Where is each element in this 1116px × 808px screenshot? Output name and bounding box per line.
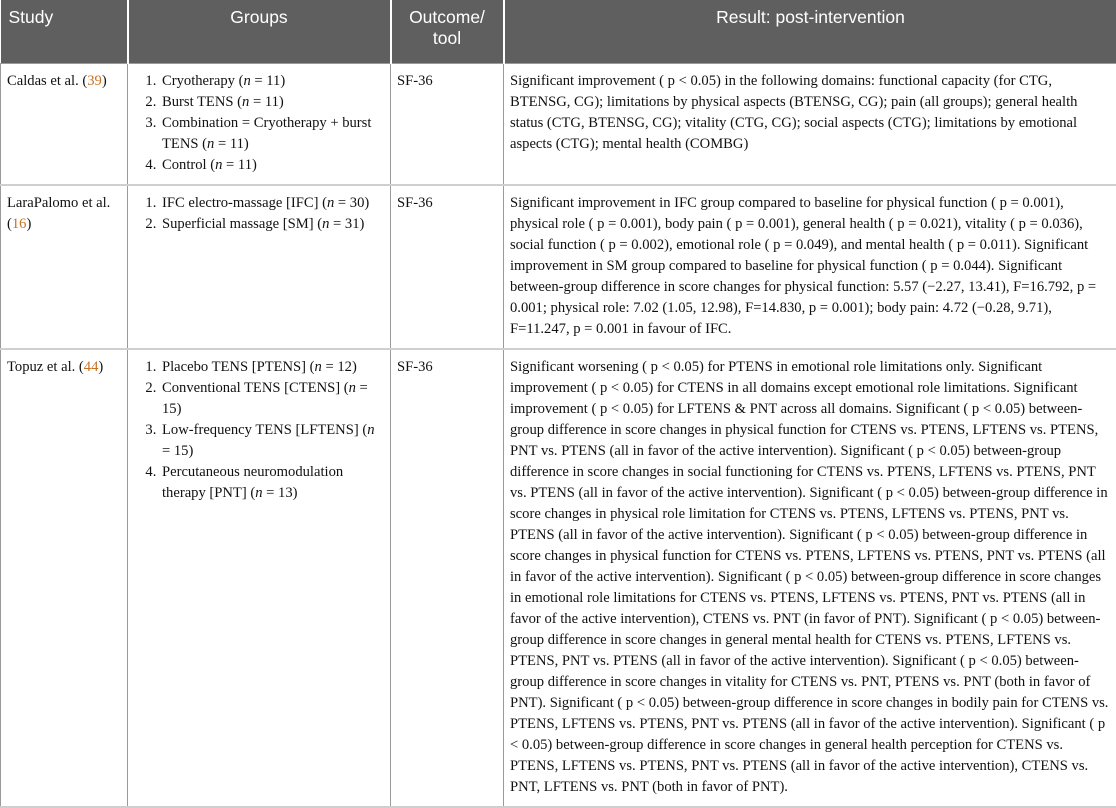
outcome-cell: SF-36 <box>391 185 504 349</box>
groups-list <box>134 357 384 504</box>
groups-cell <box>128 349 391 807</box>
group-item: 3. Low-frequency TENS [LFTENS] (n = 15) <box>160 420 384 462</box>
result-cell: Significant worsening ( p < 0.05) for PTENS in emotional role limitations only. Significant improvement ( p < 0.05) for CTENS in all domains except emotional role limitations. Significant improvement ( p < 0.05) for LFTENS & PNT across all domains. Significant ( p < 0.05) between-group difference in score changes in physical function for CTENS vs. PTENS, LFTENS vs. PTENS, PNT vs. PTENS (all in favor of the active intervention). Significant ( p < 0.05) between-group difference in score changes in social functioning for CTENS vs. PTENS, LFTENS vs. PTENS, PNT vs. PTENS (all in favor of the active intervention). Significant ( p < 0.05) between-group difference in score changes in physical role limitation for CTENS vs. PTENS, LFTENS vs. PTENS, PNT vs. PTENS (all in favor of the active intervention). Significant ( p < 0.05) between-group difference in score changes in physical function for CTENS vs. PTENS, LFTENS vs. PTENS, PNT vs. PTENS (all in favor of the active intervention). Significant ( p < 0.05) between-group difference in score changes in emotional role limitations for CTENS vs. PTENS, LFTENS vs. PTENS, PNT vs. PTENS (all in favor of the active intervention), CTENS vs. PNT (in favor of PNT). Significant ( p < 0.05) between-group difference in score changes in general mental health for CTENS vs. PTENS, LFTENS vs. PTENS, PNT vs. PTENS (all in favor of the active intervention). Significant ( p < 0.05) between-group difference in score changes in vitality for CTENS vs. PNT, PTENS vs. PNT (both in favor of PNT). Significant ( p < 0.05) between-group difference in score changes in bodily pain for CTENS vs. PTENS, LFTENS vs. PTENS, PNT vs. PTENS (all in favor of the active intervention). Significant ( p < 0.05) between-group difference in score changes in general health perception for CTENS vs. PTENS, LFTENS vs. PTENS, PNT vs. PTENS (all in favor of the active intervention), CTENS vs. PNT, LFTENS vs. PNT (both in favor of PNT). <box>504 349 1116 807</box>
outcome-cell: SF-36 <box>391 64 504 186</box>
reference-link[interactable]: 39 <box>87 73 102 89</box>
group-item: 4. Percutaneous neuromodulation therapy [PNT] (n = 13) <box>160 462 384 504</box>
header-row <box>1 0 1116 64</box>
table-row <box>1 349 1116 807</box>
groups-cell <box>128 64 391 186</box>
study-cell: Caldas et al. (39) <box>1 64 128 186</box>
group-item: 1. Cryotherapy (n = 11) <box>160 71 384 92</box>
group-item: 1. Placebo TENS [PTENS] (n = 12) <box>160 357 384 378</box>
header-result: Result: post-intervention <box>504 0 1116 64</box>
groups-list <box>134 193 384 235</box>
study-cell: Topuz et al. (44) <box>1 349 128 807</box>
group-item: 2. Burst TENS (n = 11) <box>160 92 384 113</box>
group-item: 1. IFC electro-massage [IFC] (n = 30) <box>160 193 384 214</box>
group-item: 3. Combination = Cryotherapy + burst TENS (n = 11) <box>160 113 384 155</box>
groups-list <box>134 71 384 176</box>
table-row <box>1 185 1116 349</box>
group-item: 2. Superficial massage [SM] (n = 31) <box>160 214 384 235</box>
header-groups: Groups <box>128 0 391 64</box>
group-item: 2. Conventional TENS [CTENS] (n = 15) <box>160 378 384 420</box>
group-item: 4. Control (n = 11) <box>160 155 384 176</box>
result-cell: Significant improvement ( p < 0.05) in the following domains: functional capacity (for CTG, BTENSG, CG); limitations by physical aspects (BTENSG, CG); pain (all groups); general health status (CTG, BTENSG, CG); vitality (CTG, CG); social aspects (CTG); limitations by emotional aspects (CTG); mental health (COMBG) <box>504 64 1116 186</box>
result-cell: Significant improvement in IFC group compared to baseline for physical function ( p = 0.001), physical role ( p = 0.001), body pain ( p = 0.001), general health ( p = 0.021), vitality ( p = 0.036), social function ( p = 0.002), emotional role ( p = 0.049), and mental health ( p = 0.011). Significant improvement in SM group compared to baseline for physical function ( p = 0.044). Significant between-group difference in score changes for physical function: 5.57 (−2.27, 13.41), F=16.792, p = 0.001; physical role: 7.02 (1.05, 12.98), F=14.830, p = 0.001); body pain: 4.72 (−0.28, 9.71), F=11.247, p = 0.001 in favour of IFC. <box>504 185 1116 349</box>
header-study: Study <box>1 0 128 64</box>
header-outcome: Outcome/ tool <box>391 0 504 64</box>
reference-link[interactable]: 44 <box>84 359 99 375</box>
outcome-cell: SF-36 <box>391 349 504 807</box>
reference-link[interactable]: 16 <box>12 216 27 232</box>
study-cell: LaraPalomo et al. (16) <box>1 185 128 349</box>
table-row <box>1 64 1116 186</box>
groups-cell <box>128 185 391 349</box>
